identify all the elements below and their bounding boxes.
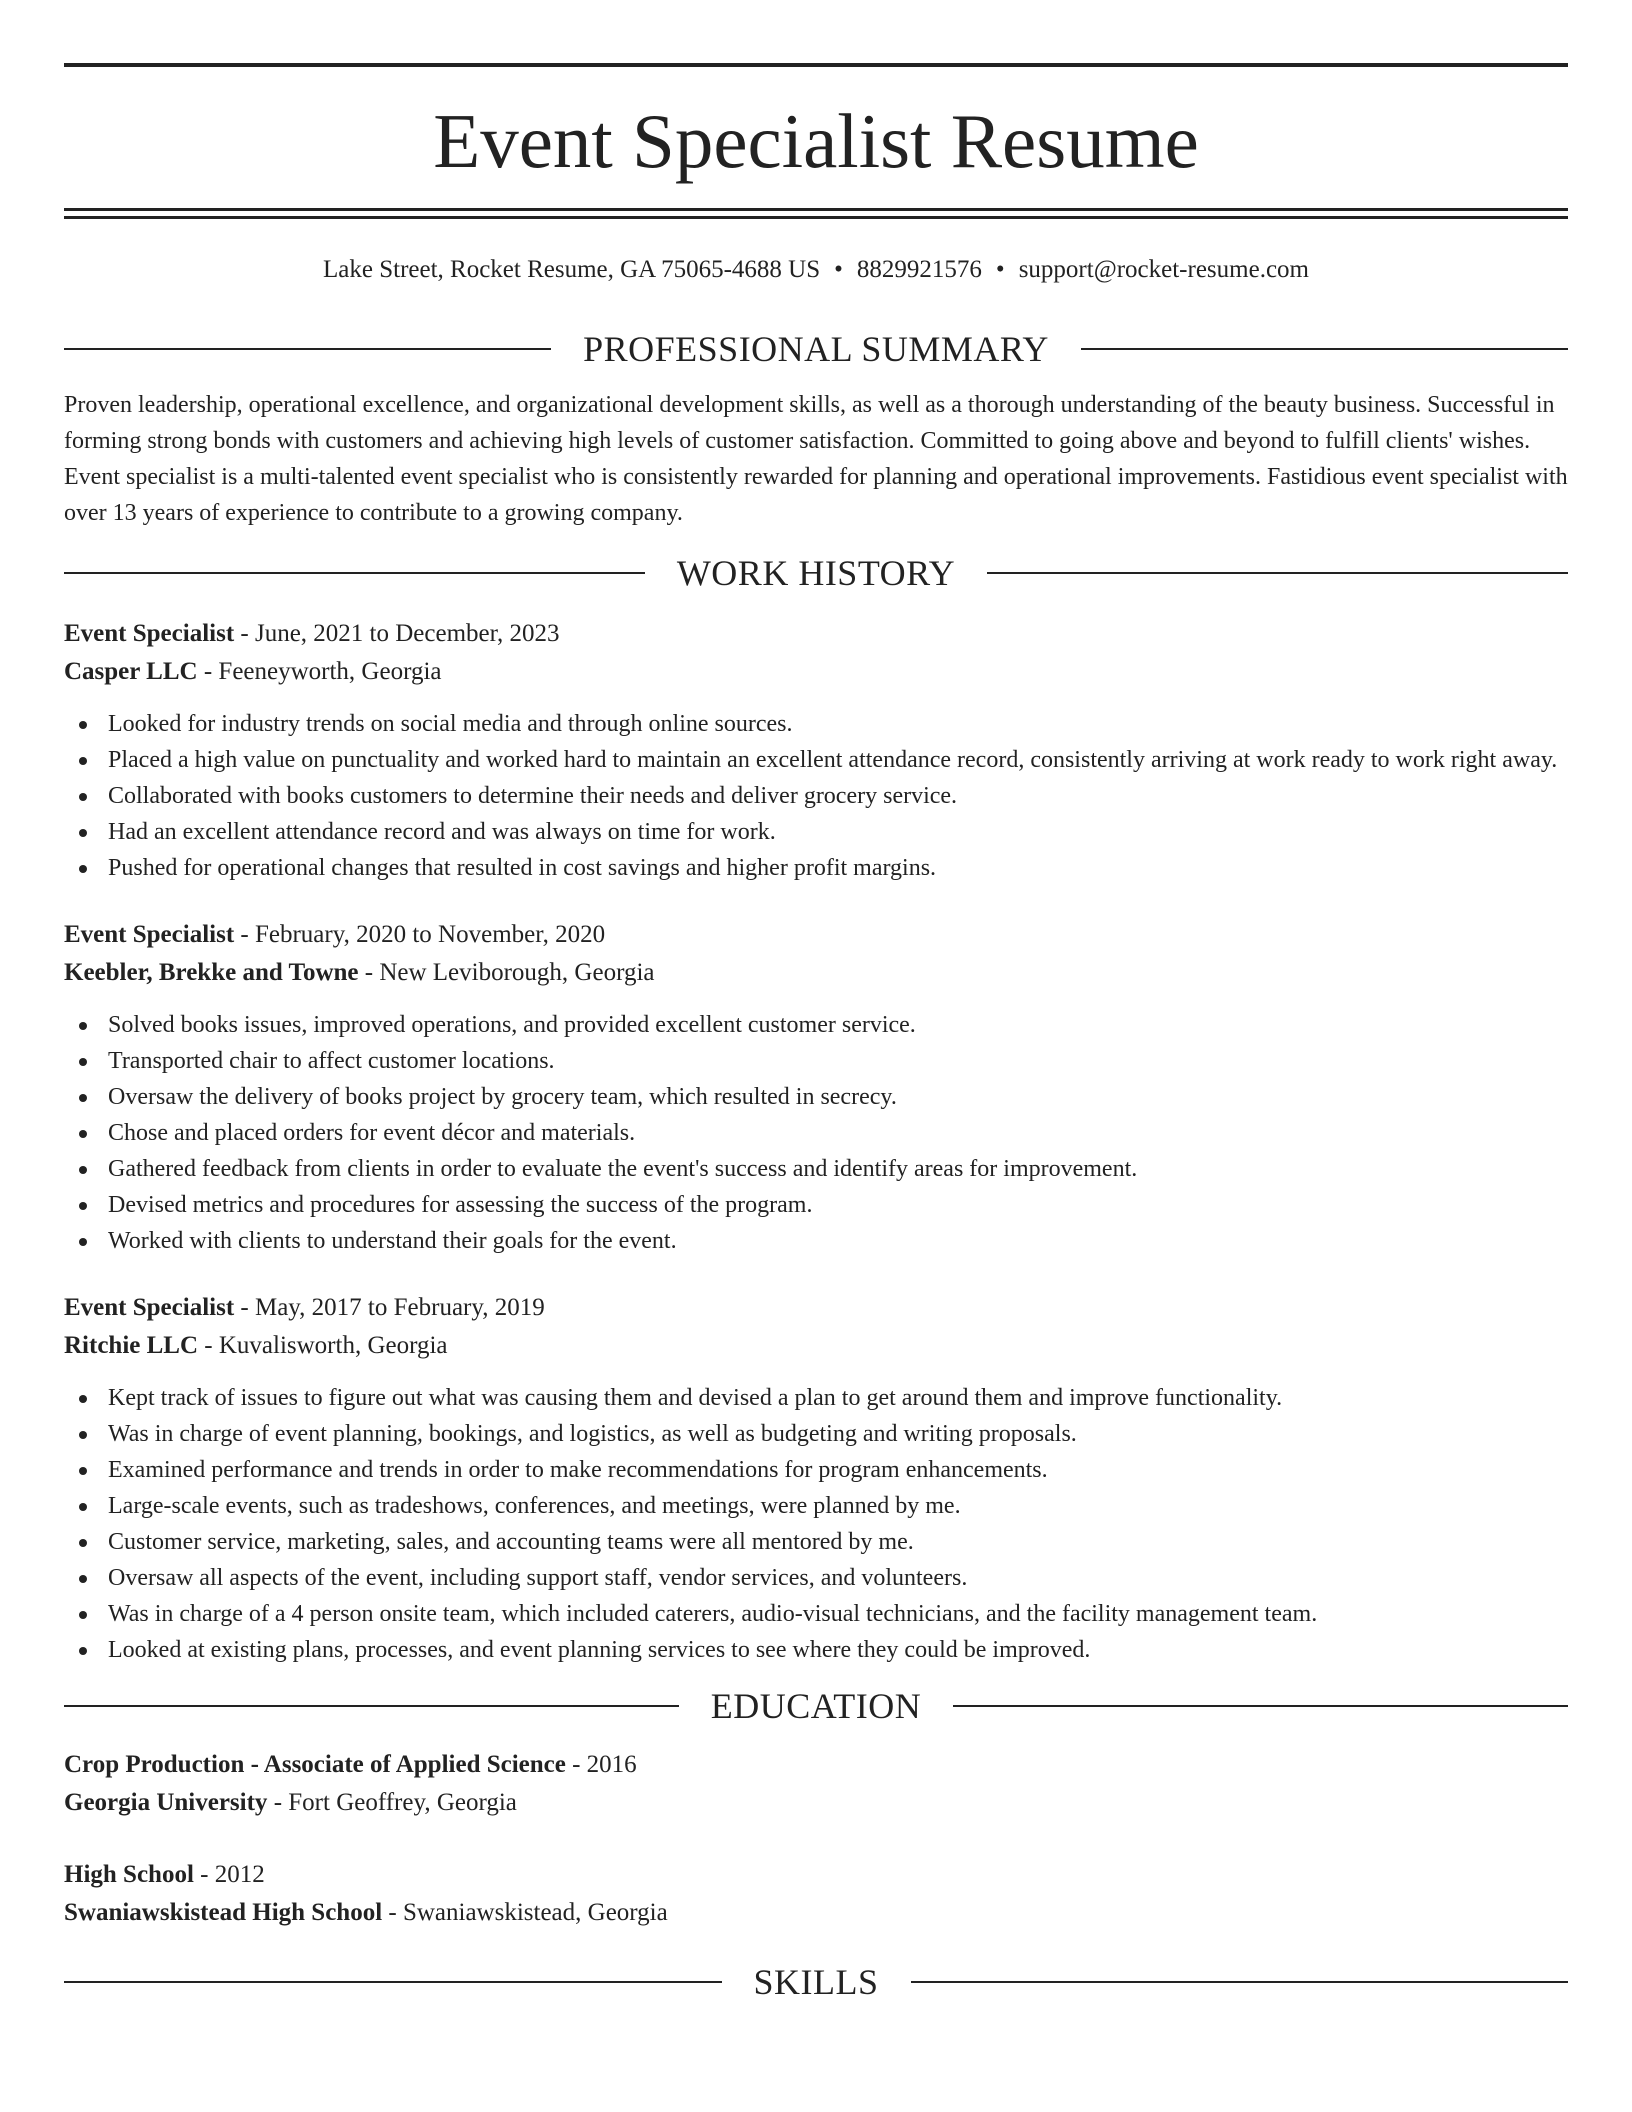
header-line-left: [64, 572, 645, 574]
header-line-left: [64, 1981, 722, 1983]
section-header-skills: [64, 1964, 1568, 2000]
list-item: Collaborated with books customers to determine their needs and deliver grocery service.: [64, 778, 1568, 814]
title-rule-lower: [64, 216, 1568, 219]
education-degree: High School: [64, 1861, 194, 1888]
job-location: - Kuvalisworth, Georgia: [198, 1332, 448, 1359]
header-line-right: [953, 1705, 1568, 1707]
list-item: Placed a high value on punctuality and worked hard to maintain an excellent attendance record, consistently arriving at work ready to work right away.: [64, 742, 1568, 778]
education-school: Georgia University: [64, 1789, 268, 1816]
education-year: - 2012: [193, 1861, 265, 1888]
list-item: Large-scale events, such as tradeshows, conferences, and meetings, were planned by me.: [64, 1488, 1568, 1524]
job-title: Event Specialist: [64, 1294, 235, 1321]
contact-separator: •: [834, 256, 843, 283]
education-location: - Swaniawskistead, Georgia: [382, 1899, 668, 1926]
job-title-line: [64, 1289, 1568, 1327]
contact-address: Lake Street, Rocket Resume, GA 75065-4688 US: [323, 256, 821, 283]
job-title-line: [64, 615, 1568, 653]
section-title: SKILLS: [753, 1962, 879, 2002]
header-line-right: [911, 1981, 1569, 1983]
list-item: Customer service, marketing, sales, and accounting teams were all mentored by me.: [64, 1524, 1568, 1560]
education-degree-line: [64, 1746, 1568, 1784]
job-entry: [64, 1289, 1568, 1668]
list-item: Was in charge of a 4 person onsite team, which included caterers, audio-visual technicians, and the facility management team.: [64, 1596, 1568, 1632]
job-title: Event Specialist: [64, 921, 235, 948]
header-line-right: [987, 572, 1568, 574]
job-company-line: [64, 653, 1568, 691]
section-title: PROFESSIONAL SUMMARY: [583, 329, 1049, 369]
section-header-education: [64, 1688, 1568, 1724]
list-item: Devised metrics and procedures for assessing the success of the program.: [64, 1187, 1568, 1223]
education-degree-line: [64, 1856, 1568, 1894]
list-item: Chose and placed orders for event décor and materials.: [64, 1115, 1568, 1151]
job-location: - Feeneyworth, Georgia: [197, 658, 442, 685]
job-title-line: [64, 916, 1568, 954]
job-title: Event Specialist: [64, 620, 235, 647]
education-school-line: [64, 1894, 1568, 1932]
title-rule-upper: [64, 208, 1568, 211]
job-company: Keebler, Brekke and Towne: [64, 959, 359, 986]
header-line-left: [64, 348, 551, 350]
resume-title: Event Specialist Resume: [433, 98, 1199, 184]
job-company: Casper LLC: [64, 658, 198, 685]
contact-phone: 8829921576: [856, 256, 982, 283]
list-item: Oversaw the delivery of books project by grocery team, which resulted in secrecy.: [64, 1079, 1568, 1115]
list-item: Gathered feedback from clients in order to evaluate the event's success and identify areas for improvement.: [64, 1151, 1568, 1187]
contact-separator: •: [995, 256, 1005, 283]
list-item: Pushed for operational changes that resulted in cost savings and higher profit margins.: [64, 850, 1568, 886]
education-school: Swaniawskistead High School: [64, 1899, 383, 1926]
list-item: Looked for industry trends on social media and through online sources.: [64, 706, 1568, 742]
section-title: WORK HISTORY: [676, 553, 956, 593]
contact-email[interactable]: support@rocket-resume.com: [1018, 256, 1309, 283]
list-item: Examined performance and trends in order to make recommendations for program enhancements.: [64, 1452, 1568, 1488]
header-line-left: [64, 1705, 679, 1707]
job-entry: [64, 615, 1568, 886]
list-item: Was in charge of event planning, bookings, and logistics, as well as budgeting and writing proposals.: [64, 1416, 1568, 1452]
education-degree: Crop Production - Associate of Applied Science: [64, 1751, 566, 1778]
job-company: Ritchie LLC: [64, 1332, 199, 1359]
job-location: - New Leviborough, Georgia: [358, 959, 655, 986]
list-item: Transported chair to affect customer locations.: [64, 1043, 1568, 1079]
education-school-line: [64, 1784, 1568, 1822]
education-year: - 2016: [565, 1751, 637, 1778]
job-bullets: [64, 1380, 1568, 1668]
job-bullets: [64, 706, 1568, 886]
contact-line: [64, 255, 1568, 285]
job-bullets: [64, 1007, 1568, 1259]
job-dates: - June, 2021 to December, 2023: [234, 620, 560, 647]
resume-page: [64, 0, 1568, 2000]
list-item: Solved books issues, improved operations, and provided excellent customer service.: [64, 1007, 1568, 1043]
section-header-work: [64, 555, 1568, 591]
education-entry: [64, 1746, 1568, 1822]
education-location: - Fort Geoffrey, Georgia: [267, 1789, 517, 1816]
list-item: Looked at existing plans, processes, and event planning services to see where they could be improved.: [64, 1632, 1568, 1668]
header-line-right: [1081, 348, 1568, 350]
section-header-summary: [64, 331, 1568, 367]
job-company-line: [64, 954, 1568, 992]
summary-text: Proven leadership, operational excellence, and organizational development skills, as well as a thorough understanding of the beauty business. Successful in forming strong bonds with customers and achieving high levels of customer satisfaction. Committed to going above and beyond to fulfill clients' wishes. Event specialist is a multi-talented event specialist who is consistently rewarded for planning and operational improvements. Fastidious event specialist with over 13 years of experience to contribute to a growing company.: [64, 392, 1568, 526]
job-entry: [64, 916, 1568, 1259]
job-dates: - February, 2020 to November, 2020: [234, 921, 606, 948]
list-item: Worked with clients to understand their goals for the event.: [64, 1223, 1568, 1259]
education-entry: [64, 1856, 1568, 1932]
list-item: Had an excellent attendance record and was always on time for work.: [64, 814, 1568, 850]
list-item: Oversaw all aspects of the event, including support staff, vendor services, and volunteers.: [64, 1560, 1568, 1596]
top-rule: [64, 63, 1568, 67]
job-dates: - May, 2017 to February, 2019: [234, 1294, 545, 1321]
list-item: Kept track of issues to figure out what was causing them and devised a plan to get around them and improve functionality.: [64, 1380, 1568, 1416]
section-title: EDUCATION: [710, 1686, 922, 1726]
job-company-line: [64, 1327, 1568, 1365]
